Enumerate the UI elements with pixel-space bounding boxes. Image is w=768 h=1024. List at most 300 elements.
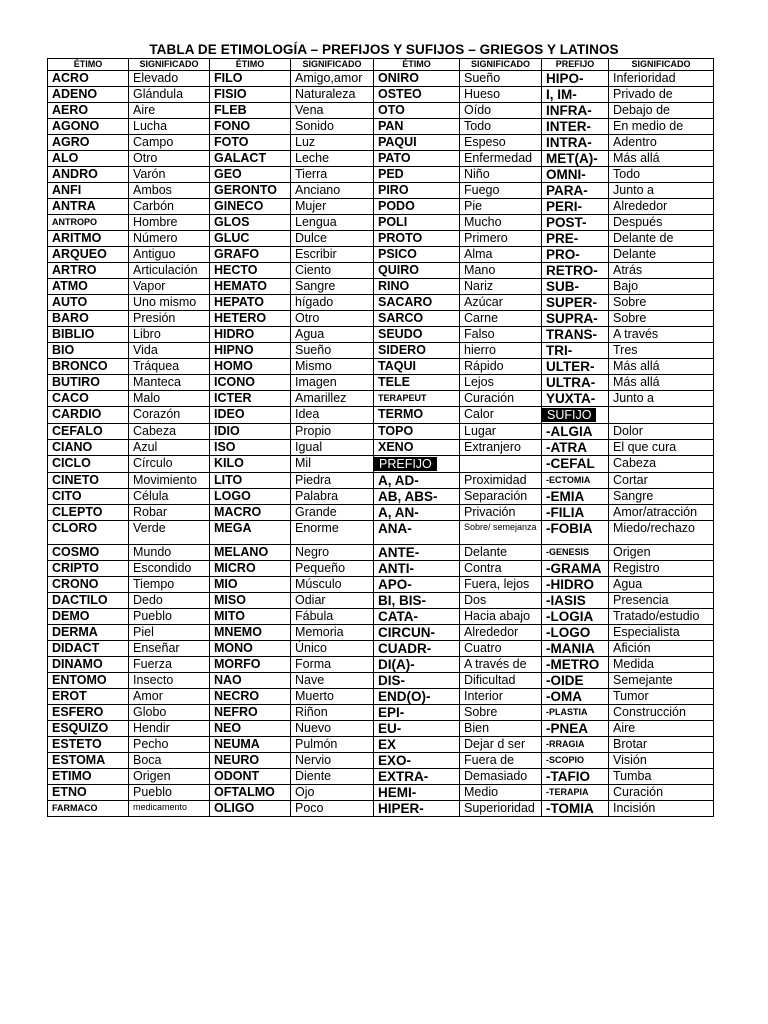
etymon-cell: BRONCO xyxy=(48,359,129,375)
etymon-cell: TRI- xyxy=(542,343,609,359)
etymon-cell: IDIO xyxy=(210,424,291,440)
meaning-cell: Todo xyxy=(609,167,714,183)
column-header: SIGNIFICADO xyxy=(129,59,210,71)
etymon-cell: ANTI- xyxy=(374,561,460,577)
table-row xyxy=(48,456,714,473)
meaning-cell: Enorme xyxy=(291,521,374,545)
etymon-cell: -SCOPIO xyxy=(542,753,609,769)
etymon-cell: KILO xyxy=(210,456,291,473)
meaning-cell: Hacia abajo xyxy=(460,609,542,625)
meaning-cell: Forma xyxy=(291,657,374,673)
meaning-cell: hígado xyxy=(291,295,374,311)
meaning-cell: Visión xyxy=(609,753,714,769)
meaning-cell: Mil xyxy=(291,456,374,473)
etymon-cell: DACTILO xyxy=(48,593,129,609)
etymon-cell: ENTOMO xyxy=(48,673,129,689)
table-row xyxy=(48,545,714,561)
etymon-cell: TERAPEUT xyxy=(374,391,460,407)
etymon-cell: EXO- xyxy=(374,753,460,769)
etymon-cell: LOGO xyxy=(210,489,291,505)
meaning-cell: Otro xyxy=(291,311,374,327)
etymon-cell: SEUDO xyxy=(374,327,460,343)
table-row xyxy=(48,641,714,657)
etymon-cell: ODONT xyxy=(210,769,291,785)
meaning-cell: Debajo de xyxy=(609,103,714,119)
table-row xyxy=(48,705,714,721)
etymon-cell: OTO xyxy=(374,103,460,119)
etymon-cell: -TOMIA xyxy=(542,801,609,817)
meaning-cell: Pequeño xyxy=(291,561,374,577)
meaning-cell: Lugar xyxy=(460,424,542,440)
meaning-cell: Músculo xyxy=(291,577,374,593)
meaning-cell: Odiar xyxy=(291,593,374,609)
meaning-cell: Riñon xyxy=(291,705,374,721)
etymon-cell: SUPRA- xyxy=(542,311,609,327)
meaning-cell: Glándula xyxy=(129,87,210,103)
etymon-cell: ESTOMA xyxy=(48,753,129,769)
meaning-cell: Pecho xyxy=(129,737,210,753)
meaning-cell: Inferioridad xyxy=(609,71,714,87)
etymon-cell: NEUMA xyxy=(210,737,291,753)
etymon-cell: ISO xyxy=(210,440,291,456)
column-header: ÉTIMO xyxy=(210,59,291,71)
meaning-cell: Adentro xyxy=(609,135,714,151)
table-row xyxy=(48,785,714,801)
etymon-cell: ESTETO xyxy=(48,737,129,753)
meaning-cell: En medio de xyxy=(609,119,714,135)
meaning-cell: Cabeza xyxy=(609,456,714,473)
meaning-cell: Ambos xyxy=(129,183,210,199)
meaning-cell: Célula xyxy=(129,489,210,505)
meaning-cell: Bien xyxy=(460,721,542,737)
etymon-cell: CACO xyxy=(48,391,129,407)
etymon-cell: DEMO xyxy=(48,609,129,625)
table-row xyxy=(48,721,714,737)
meaning-cell: Luz xyxy=(291,135,374,151)
etymon-cell: AGRO xyxy=(48,135,129,151)
meaning-cell: Pueblo xyxy=(129,785,210,801)
etymon-cell: ARQUEO xyxy=(48,247,129,263)
table-row xyxy=(48,561,714,577)
meaning-cell: Sangre xyxy=(291,279,374,295)
meaning-cell: Mano xyxy=(460,263,542,279)
meaning-cell: Manteca xyxy=(129,375,210,391)
section-label: SUFIJO xyxy=(542,408,596,422)
meaning-cell: Sobre xyxy=(460,705,542,721)
table-row xyxy=(48,247,714,263)
meaning-cell: Medio xyxy=(460,785,542,801)
meaning-cell: Separación xyxy=(460,489,542,505)
etymon-cell: A, AD- xyxy=(374,473,460,489)
meaning-cell: Especialista xyxy=(609,625,714,641)
meaning-cell: Fuera, lejos xyxy=(460,577,542,593)
column-header: PREFIJO xyxy=(542,59,609,71)
etymon-cell: ANTRA xyxy=(48,199,129,215)
meaning-cell: Piedra xyxy=(291,473,374,489)
etymon-cell: AERO xyxy=(48,103,129,119)
meaning-cell: Delante xyxy=(460,545,542,561)
table-row xyxy=(48,473,714,489)
meaning-cell: Diente xyxy=(291,769,374,785)
etymon-cell: CEFALO xyxy=(48,424,129,440)
meaning-cell: Afición xyxy=(609,641,714,657)
etymon-cell: -TAFIO xyxy=(542,769,609,785)
etymon-cell: ANTROPO xyxy=(48,215,129,231)
table-row xyxy=(48,119,714,135)
meaning-cell: Movimiento xyxy=(129,473,210,489)
etymon-cell: MICRO xyxy=(210,561,291,577)
etymon-cell: DERMA xyxy=(48,625,129,641)
etymon-cell: OFTALMO xyxy=(210,785,291,801)
etymon-cell: TELE xyxy=(374,375,460,391)
meaning-cell: Agua xyxy=(609,577,714,593)
table-row xyxy=(48,103,714,119)
etymon-cell: -LOGO xyxy=(542,625,609,641)
etymon-cell: DI(A)- xyxy=(374,657,460,673)
etymology-table xyxy=(47,58,714,817)
meaning-cell: Carbón xyxy=(129,199,210,215)
etymon-cell: GLUC xyxy=(210,231,291,247)
meaning-cell xyxy=(460,456,542,473)
etymon-cell: ETIMO xyxy=(48,769,129,785)
meaning-cell: Amarillez xyxy=(291,391,374,407)
etymon-cell: ESQUIZO xyxy=(48,721,129,737)
meaning-cell: Mismo xyxy=(291,359,374,375)
etymon-cell: HEMI- xyxy=(374,785,460,801)
etymon-cell: -ATRA xyxy=(542,440,609,456)
table-row xyxy=(48,263,714,279)
etymon-cell: LITO xyxy=(210,473,291,489)
meaning-cell: Cuatro xyxy=(460,641,542,657)
etymon-cell: HOMO xyxy=(210,359,291,375)
etymon-cell: HIPNO xyxy=(210,343,291,359)
meaning-cell: Campo xyxy=(129,135,210,151)
table-row xyxy=(48,521,714,545)
meaning-cell: Primero xyxy=(460,231,542,247)
etymon-cell: AUTO xyxy=(48,295,129,311)
meaning-cell: Lejos xyxy=(460,375,542,391)
etymon-cell: OSTEO xyxy=(374,87,460,103)
etymon-cell: NAO xyxy=(210,673,291,689)
meaning-cell: Cortar xyxy=(609,473,714,489)
table-row xyxy=(48,167,714,183)
meaning-cell: Vida xyxy=(129,343,210,359)
meaning-cell: Muerto xyxy=(291,689,374,705)
etymon-cell: PRE- xyxy=(542,231,609,247)
meaning-cell: Tiempo xyxy=(129,577,210,593)
table-row xyxy=(48,183,714,199)
etymon-cell: PAN xyxy=(374,119,460,135)
etymon-cell: APO- xyxy=(374,577,460,593)
meaning-cell: Hueso xyxy=(460,87,542,103)
etymon-cell: MET(A)- xyxy=(542,151,609,167)
etymon-cell: MISO xyxy=(210,593,291,609)
meaning-cell: Vena xyxy=(291,103,374,119)
meaning-cell: Único xyxy=(291,641,374,657)
meaning-cell: Medida xyxy=(609,657,714,673)
table-row xyxy=(48,689,714,705)
etymon-cell: HETERO xyxy=(210,311,291,327)
column-header: SIGNIFICADO xyxy=(460,59,542,71)
table-body xyxy=(48,71,714,817)
etymon-cell: FLEB xyxy=(210,103,291,119)
meaning-cell: Presencia xyxy=(609,593,714,609)
meaning-cell: Tráquea xyxy=(129,359,210,375)
meaning-cell: Más allá xyxy=(609,375,714,391)
meaning-cell: Carne xyxy=(460,311,542,327)
etymon-cell: DIS- xyxy=(374,673,460,689)
meaning-cell: Fuera de xyxy=(460,753,542,769)
meaning-cell: Junto a xyxy=(609,391,714,407)
etymon-cell: HIDRO xyxy=(210,327,291,343)
etymon-cell: EU- xyxy=(374,721,460,737)
etymon-cell: -GENESIS xyxy=(542,545,609,561)
etymon-cell: ULTER- xyxy=(542,359,609,375)
etymon-cell: MACRO xyxy=(210,505,291,521)
meaning-cell: Sobre xyxy=(609,295,714,311)
etymon-cell: -CEFAL xyxy=(542,456,609,473)
etymon-cell: POST- xyxy=(542,215,609,231)
meaning-cell: Curación xyxy=(609,785,714,801)
meaning-cell: Lengua xyxy=(291,215,374,231)
meaning-cell: Sueño xyxy=(460,71,542,87)
meaning-cell: Construcción xyxy=(609,705,714,721)
etymon-cell: PERI- xyxy=(542,199,609,215)
table-row xyxy=(48,440,714,456)
etymon-cell: FISIO xyxy=(210,87,291,103)
etymon-cell: CIANO xyxy=(48,440,129,456)
meaning-cell: Atrás xyxy=(609,263,714,279)
table-row xyxy=(48,295,714,311)
etymon-cell: PSICO xyxy=(374,247,460,263)
etymon-cell: EROT xyxy=(48,689,129,705)
meaning-cell: Círculo xyxy=(129,456,210,473)
meaning-cell: Tumor xyxy=(609,689,714,705)
meaning-cell: Dejar d ser xyxy=(460,737,542,753)
etymon-cell: GALACT xyxy=(210,151,291,167)
meaning-cell: Naturaleza xyxy=(291,87,374,103)
meaning-cell: Imagen xyxy=(291,375,374,391)
meaning-cell: Verde xyxy=(129,521,210,545)
etymon-cell: NEFRO xyxy=(210,705,291,721)
meaning-cell: Aire xyxy=(129,103,210,119)
etymon-cell: BUTIRO xyxy=(48,375,129,391)
meaning-cell: Nave xyxy=(291,673,374,689)
etymon-cell: HECTO xyxy=(210,263,291,279)
meaning-cell: Número xyxy=(129,231,210,247)
meaning-cell: Todo xyxy=(460,119,542,135)
etymon-cell: SIDERO xyxy=(374,343,460,359)
etymon-cell: ANDRO xyxy=(48,167,129,183)
meaning-cell: Registro xyxy=(609,561,714,577)
table-row xyxy=(48,577,714,593)
meaning-cell: Tratado/estudio xyxy=(609,609,714,625)
etymon-cell: ACRO xyxy=(48,71,129,87)
meaning-cell: Sueño xyxy=(291,343,374,359)
table-row xyxy=(48,279,714,295)
etymon-cell: CRONO xyxy=(48,577,129,593)
meaning-cell: Dedo xyxy=(129,593,210,609)
etymon-cell: -LOGIA xyxy=(542,609,609,625)
meaning-cell: Enseñar xyxy=(129,641,210,657)
etymon-cell: YUXTA- xyxy=(542,391,609,407)
etymon-cell: MNEMO xyxy=(210,625,291,641)
etymon-cell: TAQUI xyxy=(374,359,460,375)
meaning-cell: Interior xyxy=(460,689,542,705)
meaning-cell: Agua xyxy=(291,327,374,343)
etymon-cell: CUADR- xyxy=(374,641,460,657)
etymon-cell: -HIDRO xyxy=(542,577,609,593)
meaning-cell: Más allá xyxy=(609,359,714,375)
etymon-cell: A, AN- xyxy=(374,505,460,521)
etymon-cell: ETNO xyxy=(48,785,129,801)
etymon-cell: GEO xyxy=(210,167,291,183)
table-row xyxy=(48,151,714,167)
table-row xyxy=(48,391,714,407)
etymon-cell: NEO xyxy=(210,721,291,737)
etymon-cell: -OMA xyxy=(542,689,609,705)
etymon-cell: RINO xyxy=(374,279,460,295)
etymon-cell: I, IM- xyxy=(542,87,609,103)
etymon-cell: MONO xyxy=(210,641,291,657)
etymon-cell: GINECO xyxy=(210,199,291,215)
etymon-cell: ONIRO xyxy=(374,71,460,87)
meaning-cell: Mucho xyxy=(460,215,542,231)
etymon-cell: MITO xyxy=(210,609,291,625)
meaning-cell: Escondido xyxy=(129,561,210,577)
etymon-cell: ANFI xyxy=(48,183,129,199)
table-row xyxy=(48,593,714,609)
meaning-cell: Articulación xyxy=(129,263,210,279)
meaning-cell: Fuerza xyxy=(129,657,210,673)
table-row xyxy=(48,657,714,673)
etymon-cell: -METRO xyxy=(542,657,609,673)
column-header: SIGNIFICADO xyxy=(291,59,374,71)
section-label: PREFIJO xyxy=(374,457,437,471)
meaning-cell: Fábula xyxy=(291,609,374,625)
table-row xyxy=(48,753,714,769)
etymon-cell: ICTER xyxy=(210,391,291,407)
meaning-cell: Nuevo xyxy=(291,721,374,737)
meaning-cell: Más allá xyxy=(609,151,714,167)
meaning-cell: Tres xyxy=(609,343,714,359)
table-row xyxy=(48,625,714,641)
meaning-cell: Sonido xyxy=(291,119,374,135)
meaning-cell: Negro xyxy=(291,545,374,561)
meaning-cell: Idea xyxy=(291,407,374,424)
etymon-cell: ALO xyxy=(48,151,129,167)
etymon-cell: NECRO xyxy=(210,689,291,705)
etymon-cell: FOTO xyxy=(210,135,291,151)
etymon-cell: INTRA- xyxy=(542,135,609,151)
meaning-cell: Rápido xyxy=(460,359,542,375)
etymon-cell: EXTRA- xyxy=(374,769,460,785)
etymon-cell: CIRCUN- xyxy=(374,625,460,641)
etymon-cell: COSMO xyxy=(48,545,129,561)
meaning-cell: Escribir xyxy=(291,247,374,263)
etymon-cell: FILO xyxy=(210,71,291,87)
meaning-cell: Brotar xyxy=(609,737,714,753)
meaning-cell: Propio xyxy=(291,424,374,440)
etymon-cell: MEGA xyxy=(210,521,291,545)
table-row xyxy=(48,489,714,505)
table-row xyxy=(48,407,714,424)
etymon-cell: POLI xyxy=(374,215,460,231)
etymon-cell: EPI- xyxy=(374,705,460,721)
etymon-cell: MIO xyxy=(210,577,291,593)
etymon-cell: IDEO xyxy=(210,407,291,424)
etymon-cell: TOPO xyxy=(374,424,460,440)
etymon-cell: FARMACO xyxy=(48,801,129,817)
etymon-cell: EX xyxy=(374,737,460,753)
meaning-cell: Delante de xyxy=(609,231,714,247)
etymon-cell: INTER- xyxy=(542,119,609,135)
etymon-cell: GERONTO xyxy=(210,183,291,199)
meaning-cell: Tierra xyxy=(291,167,374,183)
table-row xyxy=(48,199,714,215)
etymon-cell: INFRA- xyxy=(542,103,609,119)
etymon-cell: GRAFO xyxy=(210,247,291,263)
meaning-cell: Curación xyxy=(460,391,542,407)
etymon-cell: CARDIO xyxy=(48,407,129,424)
etymon-cell: -ECTOMIA xyxy=(542,473,609,489)
meaning-cell: A través xyxy=(609,327,714,343)
meaning-cell: Tumba xyxy=(609,769,714,785)
meaning-cell: Amor/atracción xyxy=(609,505,714,521)
etymon-cell: HEMATO xyxy=(210,279,291,295)
meaning-cell: Privado de xyxy=(609,87,714,103)
meaning-cell: Miedo/rechazo xyxy=(609,521,714,545)
meaning-cell: Contra xyxy=(460,561,542,577)
etymon-cell: TERMO xyxy=(374,407,460,424)
etymon-cell: OLIGO xyxy=(210,801,291,817)
meaning-cell: Memoria xyxy=(291,625,374,641)
etymon-cell: RETRO- xyxy=(542,263,609,279)
etymon-cell: HIPER- xyxy=(374,801,460,817)
table-row xyxy=(48,343,714,359)
meaning-cell: Alma xyxy=(460,247,542,263)
meaning-cell: Extranjero xyxy=(460,440,542,456)
table-row xyxy=(48,801,714,817)
meaning-cell: Demasiado xyxy=(460,769,542,785)
column-header: ÉTIMO xyxy=(48,59,129,71)
etymon-cell: ESFERO xyxy=(48,705,129,721)
table-row xyxy=(48,609,714,625)
meaning-cell: Libro xyxy=(129,327,210,343)
meaning-cell: Piel xyxy=(129,625,210,641)
etymon-cell: CLEPTO xyxy=(48,505,129,521)
etymon-cell: MORFO xyxy=(210,657,291,673)
etymon-cell: BI, BIS- xyxy=(374,593,460,609)
meaning-cell: Cabeza xyxy=(129,424,210,440)
meaning-cell: Sangre xyxy=(609,489,714,505)
etymon-cell: PRO- xyxy=(542,247,609,263)
meaning-cell: Amigo,amor xyxy=(291,71,374,87)
meaning-cell: Sobre/ semejanza xyxy=(460,521,542,545)
etymon-cell: PIRO xyxy=(374,183,460,199)
meaning-cell: Dificultad xyxy=(460,673,542,689)
etymon-cell: GLOS xyxy=(210,215,291,231)
etymon-cell: CATA- xyxy=(374,609,460,625)
meaning-cell: Semejante xyxy=(609,673,714,689)
meaning-cell: Presión xyxy=(129,311,210,327)
meaning-cell: A través de xyxy=(460,657,542,673)
etymon-cell: ANA- xyxy=(374,521,460,545)
etymon-cell: -PLASTIA xyxy=(542,705,609,721)
etymon-cell: BIBLIO xyxy=(48,327,129,343)
etymon-cell: ATMO xyxy=(48,279,129,295)
meaning-cell: Anciano xyxy=(291,183,374,199)
